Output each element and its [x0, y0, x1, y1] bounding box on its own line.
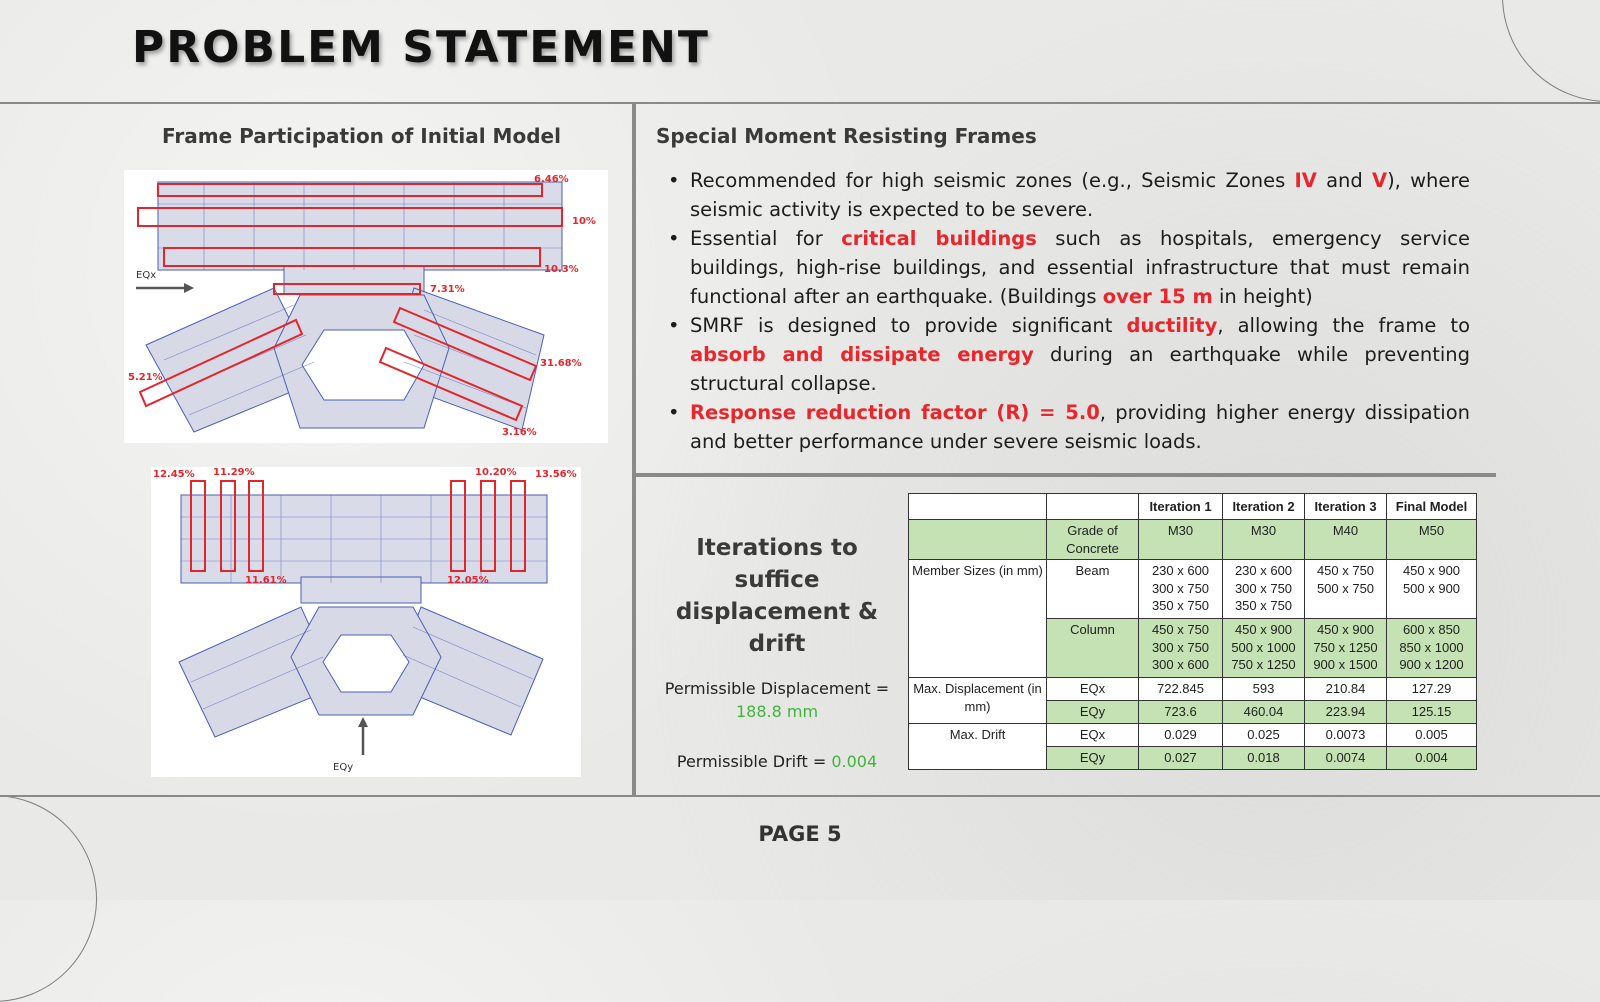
decorative-arc-bottom-left — [0, 795, 97, 1002]
smrf-heading: Special Moment Resisting Frames — [656, 124, 1037, 148]
plan-eqy-connector — [301, 577, 421, 603]
plan-eqx-courtyard — [302, 330, 424, 400]
table-row-drift-eqx: Max. Drift EQx 0.029 0.025 0.0073 0.005 — [909, 724, 1477, 747]
right-section-divider — [636, 473, 1496, 477]
eqy-arrow — [358, 717, 368, 755]
table-row-beam: Member Sizes (in mm) Beam 230 x 600 300 x 750 350 x 750 230 x 600 300 x 750 350 x 750 450 x 750 500 x 750 450 x 900 500 x 900 — [909, 560, 1477, 619]
member-sizes-label: Member Sizes (in mm) — [909, 560, 1047, 678]
plan-eqy-pct-1: 12.45% — [153, 469, 195, 480]
eqx-arrow — [136, 283, 194, 293]
eqx-label: EQx — [136, 270, 157, 281]
iterations-table — [908, 493, 1477, 770]
plan-eqx-pct-3: 10.3% — [544, 264, 579, 275]
max-drift-label: Max. Drift — [909, 724, 1047, 770]
bullet-critical-buildings: • Essential for critical buildings such as hospitals, emergency service buildings, high-rise buildings, and essential infrastructure that must remain functional after an earthquake. (Buildings over 15 m in height) — [656, 224, 1470, 311]
table-row-column: Column 450 x 750 300 x 750 300 x 600 450 x 900 500 x 1000 750 x 1250 450 x 900 750 x 1250 900 x 1500 600 x 850 850 x 1000 900 x 1200 — [909, 619, 1477, 678]
plan-eqy-pct-5: 13.56% — [535, 469, 577, 480]
plan-eqx-drawing — [124, 170, 608, 443]
plan-eqx-pct-4: 7.31% — [430, 284, 465, 295]
column-label: Column — [1047, 619, 1139, 678]
eqy-label: EQy — [333, 762, 354, 773]
plan-eqx-connector — [284, 266, 424, 294]
header-divider — [0, 102, 1600, 104]
table-row-disp-eqy: EQy 723.6 460.04 223.94 125.15 — [909, 701, 1477, 724]
decorative-arc-top-right — [1502, 0, 1600, 102]
plan-eqy-pct-3: 11.61% — [245, 575, 287, 586]
header-iteration-1: Iteration 1 — [1139, 494, 1223, 520]
header-iteration-2: Iteration 2 — [1223, 494, 1305, 520]
frame-participation-heading: Frame Participation of Initial Model — [162, 124, 561, 148]
plan-eqy-pct-4: 10.20% — [475, 467, 517, 478]
plan-eqy-courtyard — [323, 635, 409, 692]
grade-label: Grade of Concrete — [1047, 520, 1139, 560]
table-row-disp-eqx: Max. Displacement (in mm) EQx 722.845 593 210.84 127.29 — [909, 678, 1477, 701]
page-title: PROBLEM STATEMENT — [132, 22, 710, 73]
plan-eqy-pct-2: 11.29% — [213, 467, 255, 478]
smrf-bullet-list — [656, 166, 1470, 456]
page-number: PAGE 5 — [758, 822, 842, 846]
plan-eqy-drawing — [151, 467, 581, 777]
table-row-grade: Grade of Concrete M30 M30 M40 M50 — [909, 520, 1477, 560]
permissible-drift: Permissible Drift = 0.004 — [676, 752, 878, 771]
plan-eqx-pct-1: 6.46% — [534, 174, 569, 185]
plan-eqy-figure — [151, 467, 581, 777]
permissible-displacement: Permissible Displacement = 188.8 mm — [664, 679, 890, 721]
bullet-response-reduction: • Response reduction factor (R) = 5.0, providing higher energy dissipation and better performance under severe seismic loads. — [656, 398, 1470, 456]
header-final-model: Final Model — [1387, 494, 1477, 520]
column-divider — [632, 104, 636, 795]
beam-label: Beam — [1047, 560, 1139, 619]
max-displacement-label: Max. Displacement (in mm) — [909, 678, 1047, 724]
plan-eqx-pct-2: 10% — [572, 216, 596, 227]
plan-eqx-pct-7: 3.16% — [502, 427, 537, 438]
bullet-seismic-zones: • Recommended for high seismic zones (e.g., Seismic Zones IV and V), where seismic activity is expected to be severe. — [656, 166, 1470, 224]
bullet-ductility: • SMRF is designed to provide significant ductility, allowing the frame to absorb and dissipate energy during an earthquake while preventing structural collapse. — [656, 311, 1470, 398]
header-iteration-3: Iteration 3 — [1305, 494, 1387, 520]
plan-eqy-pct-6: 12.05% — [447, 575, 489, 586]
plan-eqx-figure — [124, 170, 608, 443]
table-row-drift-eqy: EQy 0.027 0.018 0.0074 0.004 — [909, 747, 1477, 770]
table-header-row — [909, 494, 1477, 520]
footer-divider — [0, 795, 1600, 797]
plan-eqx-pct-5: 5.21% — [128, 372, 163, 383]
plan-eqx-pct-6: 31.68% — [540, 358, 582, 369]
iterations-heading: Iterations to suffice displacement & drift — [675, 535, 879, 657]
